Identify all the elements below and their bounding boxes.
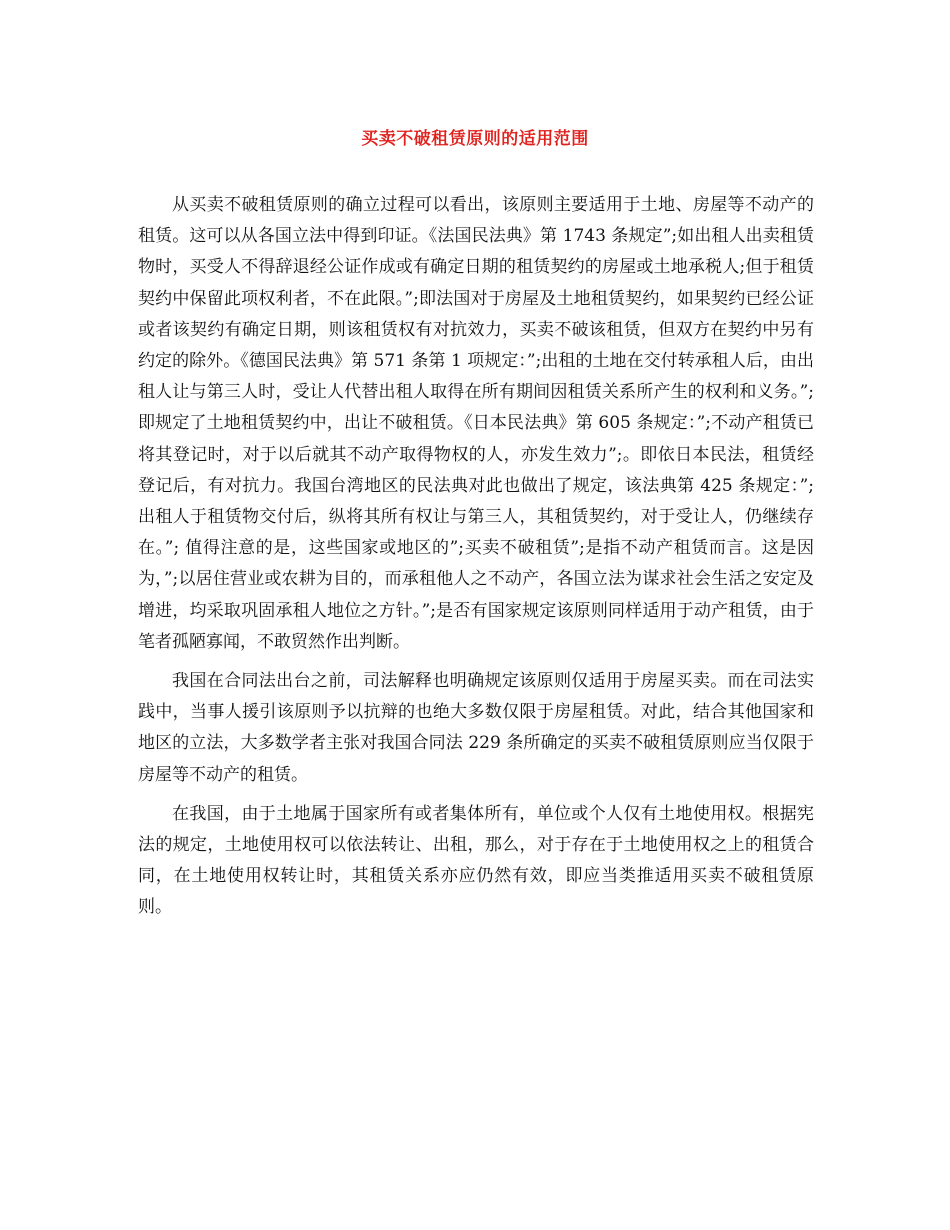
paragraph-1: 从买卖不破租赁原则的确立过程可以看出，该原则主要适用于土地、房屋等不动产的租赁。这可以从各国立法中得到印证。《法国民法典》第 1743 条规定”;如出租人出卖租赁物时，买受人不得辞退经公证作成或有确定日期的租赁契约的房屋或土地承税人;但于租赁契约中保留此项权利者，不在此限。”;即法国对于房屋及土地租赁契约，如果契约已经公证或者该契约有确定日期，则该租赁权有对抗效力，买卖不破该租赁，但双方在契约中另有约定的除外。《德国民法典》第 571 条第 1 项规定：”;出租的土地在交付转承租人后，由出租人让与第三人时，受让人代替出租人取得在所有期间因租赁关系所产生的权利和义务。”;即规定了土地租赁契约中，出让不破租赁。《日本民法典》第 605 条规定：”;不动产租赁已将其登记时，对于以后就其不动产取得物权的人，亦发生效力”;。即依日本民法，租赁经登记后，有对抗力。我国台湾地区的民法典对此也做出了规定，该法典第 425 条规定：”;出租人于租赁物交付后，纵将其所有权让与第三人，其租赁契约，对于受让人，仍继续存在。”; 值得注意的是，这些国家或地区的”;买卖不破租赁”;是指不动产租赁而言。这是因为，”;以居住营业或农耕为目的，而承租他人之不动产，各国立法为谋求社会生活之安定及增进，均采取巩固承租人地位之方针。”;是否有国家规定该原则同样适用于动产租赁，由于笔者孤陋寡闻，不敢贸然作出判断。 [138,195,814,652]
document-body [138,190,814,932]
paragraph-2: 我国在合同法出台之前，司法解释也明确规定该原则仅适用于房屋买卖。而在司法实践中，当事人援引该原则予以抗辩的也绝大多数仅限于房屋租赁。对此，结合其他国家和地区的立法，大多数学者主张对我国合同法 229 条所确定的买卖不破租赁原则应当仅限于房屋等不动产的租赁。 [138,671,814,785]
page-title: 买卖不破租赁原则的适用范围 [361,129,589,149]
paragraph-3: 在我国，由于土地属于国家所有或者集体所有，单位或个人仅有土地使用权。根据宪法的规定，土地使用权可以依法转让、出租，那么，对于存在于土地使用权之上的租赁合同，在土地使用权转让时，其租赁关系亦应仍然有效，即应当类推适用买卖不破租赁原则。 [138,803,814,918]
